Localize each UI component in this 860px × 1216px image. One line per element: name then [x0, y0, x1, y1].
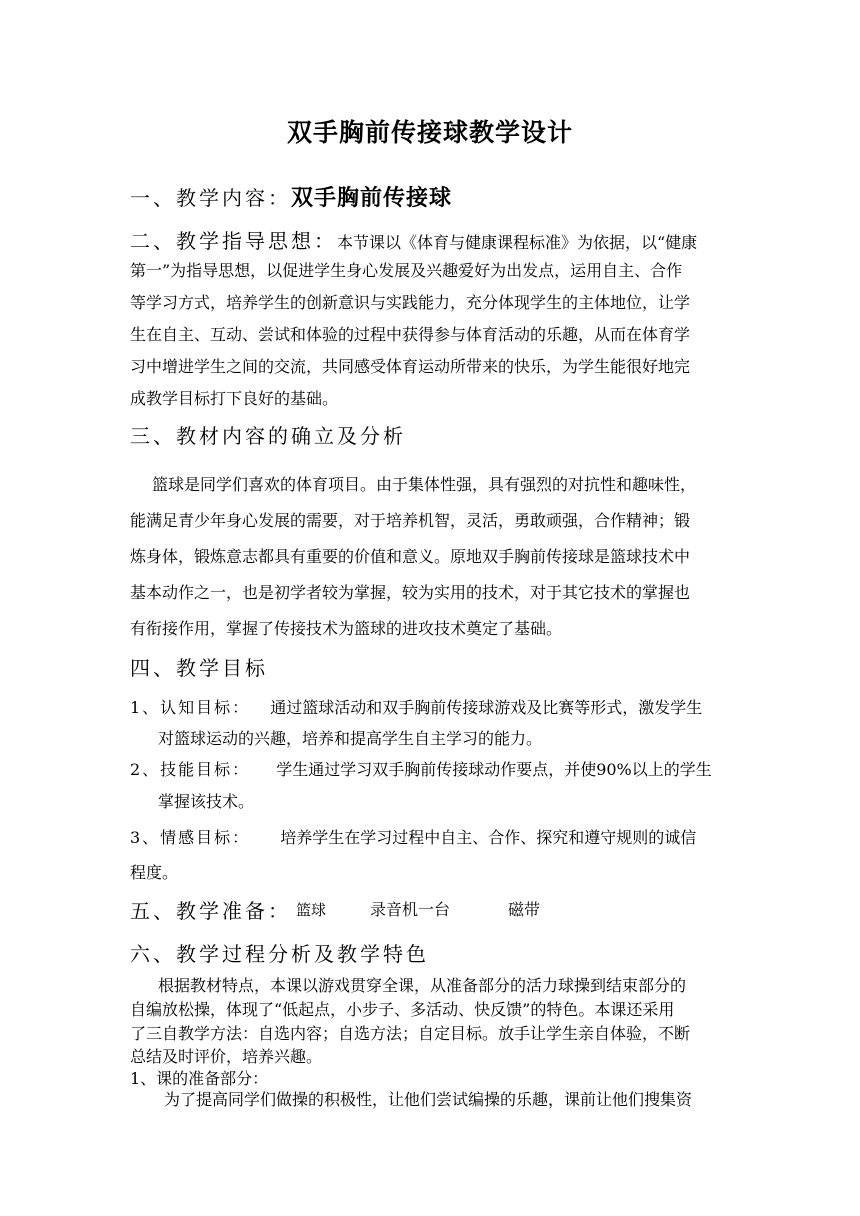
goal-1-line-1: 通过篮球活动和双手胸前传接球游戏及比赛等形式，激发学生 [270, 698, 703, 717]
goal-2-label: 2、技能目标： [130, 760, 251, 779]
section-6-sub-1: 1、课的准备部分： [130, 1069, 269, 1088]
section-6-sub-1-line: 为了提高同学们做操的积极性，让他们尝试编操的乐趣，课前让他们搜集资 [164, 1090, 693, 1109]
section-5-label: 五、教学准备： [130, 899, 291, 923]
section-6-label: 六、教学过程分析及教学特色 [130, 942, 429, 966]
section-1-label: 一、教学内容： [130, 186, 291, 210]
goal-3-line-2: 程度。 [130, 863, 179, 882]
section-2-line-4: 生在自主、互动、尝试和体验的过程中获得参与体育活动的乐趣，从而在体育学 [130, 325, 691, 344]
section-6-line-1: 根据教材特点，本课以游戏贯穿全课，从准备部分的活力球操到结束部分的 [158, 976, 687, 995]
section-6-line-3: 了三自教学方法：自选内容；自选方法；自定目标。放手让学生亲自体验，不断 [130, 1024, 691, 1043]
goal-1-label: 1、认知目标： [130, 698, 251, 717]
goal-2-line-1: 学生通过学习双手胸前传接球动作要点，并使90%以上的学生 [276, 760, 712, 779]
goal-1-line-2: 对篮球运动的兴趣，培养和提高学生自主学习的能力。 [158, 729, 543, 748]
section-3-line-2: 能满足青少年身心发展的需要，对于培养机智，灵活，勇敢顽强，合作精神；锻 [130, 511, 691, 530]
goal-2 [130, 757, 712, 780]
goal-1 [130, 695, 702, 718]
document-title: 双手胸前传接球教学设计 [286, 118, 573, 147]
goal-3 [130, 825, 696, 848]
section-1 [130, 181, 452, 212]
section-2-first-line [130, 225, 697, 254]
section-6-line-4: 总结及时评价，培养兴趣。 [130, 1047, 323, 1066]
goal-3-line-1: 培养学生在学习过程中自主、合作、探究和遵守规则的诚信 [280, 828, 697, 847]
section-2-line-1: 本节课以《体育与健康课程标准》为依据，以“健康 [337, 233, 698, 252]
section-3-line-1: 篮球是同学们喜欢的体育项目。由于集体性强，具有强烈的对抗性和趣味性， [152, 475, 697, 494]
section-2-line-6: 成教学目标打下良好的基础。 [130, 389, 339, 408]
section-2-line-2: 第一”为指导思想，以促进学生身心发展及兴趣爱好为出发点，运用自主、合作 [130, 261, 683, 280]
goal-3-label: 3、情感目标： [130, 828, 251, 847]
prep-item-recorder: 录音机一台 [370, 900, 451, 919]
prep-item-basketball: 篮球 [296, 901, 327, 919]
goal-2-line-2: 掌握该技术。 [158, 792, 255, 811]
section-3-label: 三、教材内容的确立及分析 [130, 424, 406, 448]
section-2-line-5: 习中增进学生之间的交流，共同感受体育运动所带来的快乐，为学生能很好地完 [130, 357, 691, 376]
section-3-line-5: 有衔接作用，掌握了传接技术为篮球的进攻技术奠定了基础。 [130, 619, 563, 638]
section-1-content: 双手胸前传接球 [291, 185, 453, 211]
section-3-line-3: 炼身体，锻炼意志都具有重要的价值和意义。原地双手胸前传接球是篮球技术中 [130, 547, 691, 566]
section-3-line-4: 基本动作之一，也是初学者较为掌握，较为实用的技术，对于其它技术的掌握也 [130, 583, 691, 602]
section-2-label: 二、教学指导思想： [130, 229, 337, 253]
section-2-line-3: 等学习方式，培养学生的创新意识与实践能力，充分体现学生的主体地位，让学 [130, 293, 691, 312]
prep-item-tape: 磁带 [508, 900, 541, 919]
section-6-line-2: 自编放松操，体现了“低起点，小步子、多活动、快反馈”的特色。本课还采用 [130, 1000, 675, 1019]
section-4-label: 四、教学目标 [130, 656, 268, 680]
